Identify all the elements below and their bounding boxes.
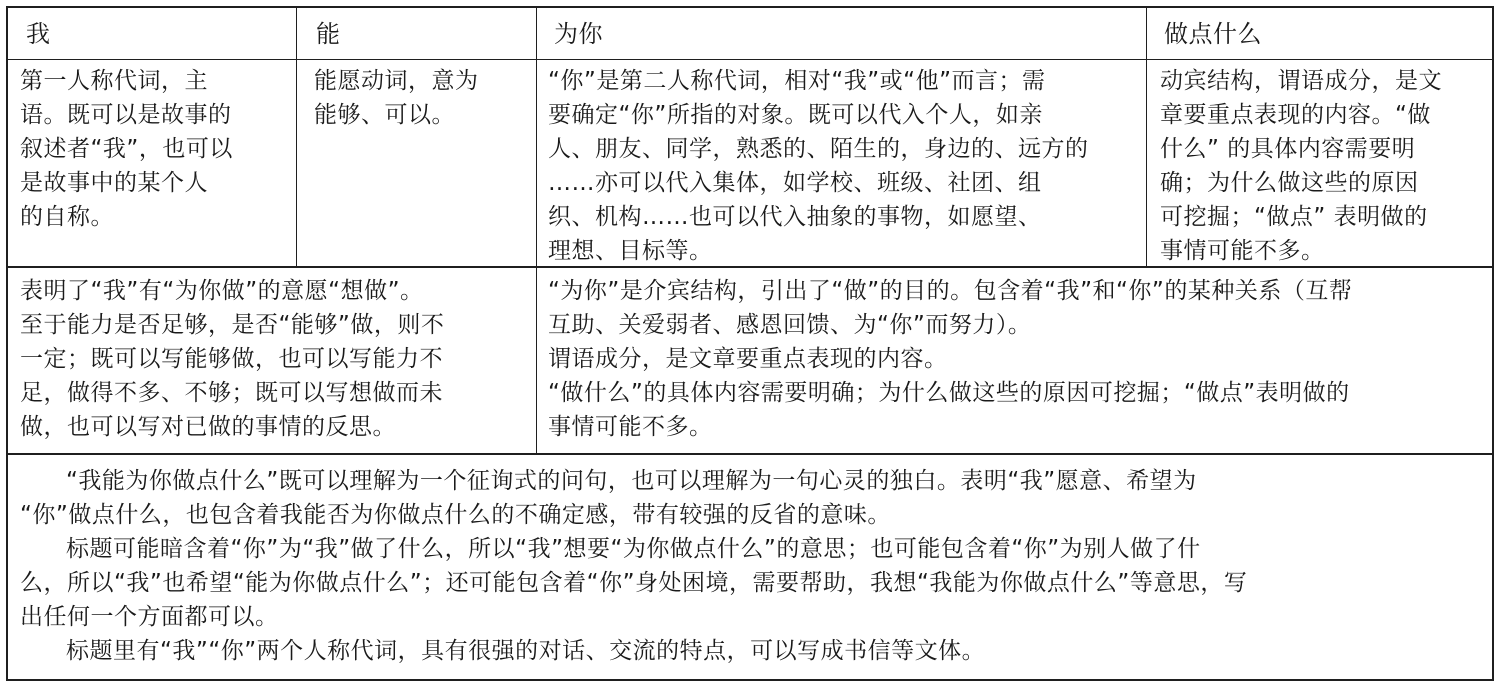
- header-neng: 能: [316, 20, 341, 48]
- text-line: 一定；既可以写能够做，也可以写能力不: [20, 346, 443, 372]
- text-line: 章要重点表现的内容。“做: [1160, 102, 1431, 128]
- text-line: 是故事中的某个人: [20, 170, 208, 196]
- text-line: 要确定“你”所指的对象。既可以代入个人，如亲: [548, 102, 1043, 128]
- cell-summary: [20, 464, 1488, 668]
- header-divider: [8, 59, 1492, 60]
- summary-paragraph-2: [20, 532, 1488, 634]
- text-line: 标题里有“我”“你”两个人称代词，具有很强的对话、交流的特点，可以写成书信等文体。: [66, 638, 986, 664]
- text-line: 什么” 的具体内容需要明: [1160, 136, 1416, 162]
- text-line: 叙述者“我”，也可以: [20, 136, 233, 162]
- cell-neng-analysis: [20, 274, 532, 444]
- text-line: 能愿动词，意为: [314, 68, 479, 94]
- text-line: ……亦可以代入集体，如学校、班级、社团、组: [548, 170, 1042, 196]
- cell-weini-description: [548, 64, 1142, 268]
- text-line: 谓语成分，是文章要重点表现的内容。: [548, 346, 948, 372]
- text-line: 语。既可以是故事的: [20, 102, 232, 128]
- text-line: “我能为你做点什么”既可以理解为一个征询式的问句，也可以理解为一句心灵的独白。表明“我”愿意、希望为: [66, 468, 1197, 494]
- text-line: 动宾结构，谓语成分，是文: [1160, 68, 1442, 94]
- text-line: 确；为什么做这些的原因: [1160, 170, 1419, 196]
- text-line: 互助、关爱弱者、感恩回馈、为“你”而努力）。: [548, 312, 1032, 338]
- text-line: 么，所以“我”也希望“能为你做点什么”；还可能包含着“你”身处困境，需要帮助，我想“我能为你做点什么”等意思，写: [20, 570, 1248, 596]
- text-line: 能够、可以。: [314, 102, 455, 128]
- text-line: 第一人称代词，主: [20, 68, 208, 94]
- header-wo: 我: [26, 20, 51, 48]
- cell-neng-description: [314, 64, 532, 132]
- text-line: 标题可能暗含着“你”为“我”做了什么，所以“我”想要“为你做点什么”的意思；也可能包含着“你”为别人做了什: [66, 536, 1201, 562]
- text-line: 织、机构……也可以代入抽象的事物，如愿望、: [548, 204, 1042, 230]
- text-line: “你”做点什么，也包含着我能否为你做点什么的不确定感，带有较强的反省的意味。: [20, 502, 891, 528]
- text-line: 理想、目标等。: [548, 238, 713, 264]
- text-line: “为你”是介宾结构，引出了“做”的目的。包含着“我”和“你”的某种关系（互帮: [548, 278, 1353, 304]
- text-line: 人、朋友、同学，熟悉的、陌生的，身边的、远方的: [548, 136, 1089, 162]
- text-line: 足，做得不多、不够；既可以写想做而未: [20, 380, 443, 406]
- col-divider-2: [536, 8, 537, 454]
- text-line: 的自称。: [20, 204, 114, 230]
- cell-wo-description: [20, 64, 292, 234]
- text-line: 出任何一个方面都可以。: [20, 604, 279, 630]
- text-line: 至于能力是否足够，是否“能够”做，则不: [20, 312, 445, 338]
- header-zuodian: 做点什么: [1164, 20, 1262, 48]
- col-divider-3: [1146, 8, 1147, 267]
- text-line: 表明了“我”有“为你做”的意愿“想做”。: [20, 278, 424, 304]
- text-line: “你”是第二人称代词，相对“我”或“他”而言；需: [548, 68, 1046, 94]
- summary-paragraph-1: [20, 464, 1488, 532]
- col-divider-1: [296, 8, 297, 267]
- text-line: 事情可能不多。: [548, 414, 713, 440]
- text-line: 可挖掘；“做点” 表明做的: [1160, 204, 1428, 230]
- analysis-table: [6, 6, 1494, 681]
- text-line: 事情可能不多。: [1160, 238, 1325, 264]
- summary-paragraph-3: [20, 634, 1488, 668]
- cell-zuodian-description: [1160, 64, 1490, 268]
- row2-divider: [8, 453, 1492, 455]
- header-weini: 为你: [554, 20, 603, 48]
- text-line: “做什么”的具体内容需要明确；为什么做这些的原因可挖掘；“做点”表明做的: [548, 380, 1350, 406]
- text-line: 做，也可以写对已做的事情的反思。: [20, 414, 396, 440]
- cell-weini-zuodian-analysis: [548, 274, 1490, 444]
